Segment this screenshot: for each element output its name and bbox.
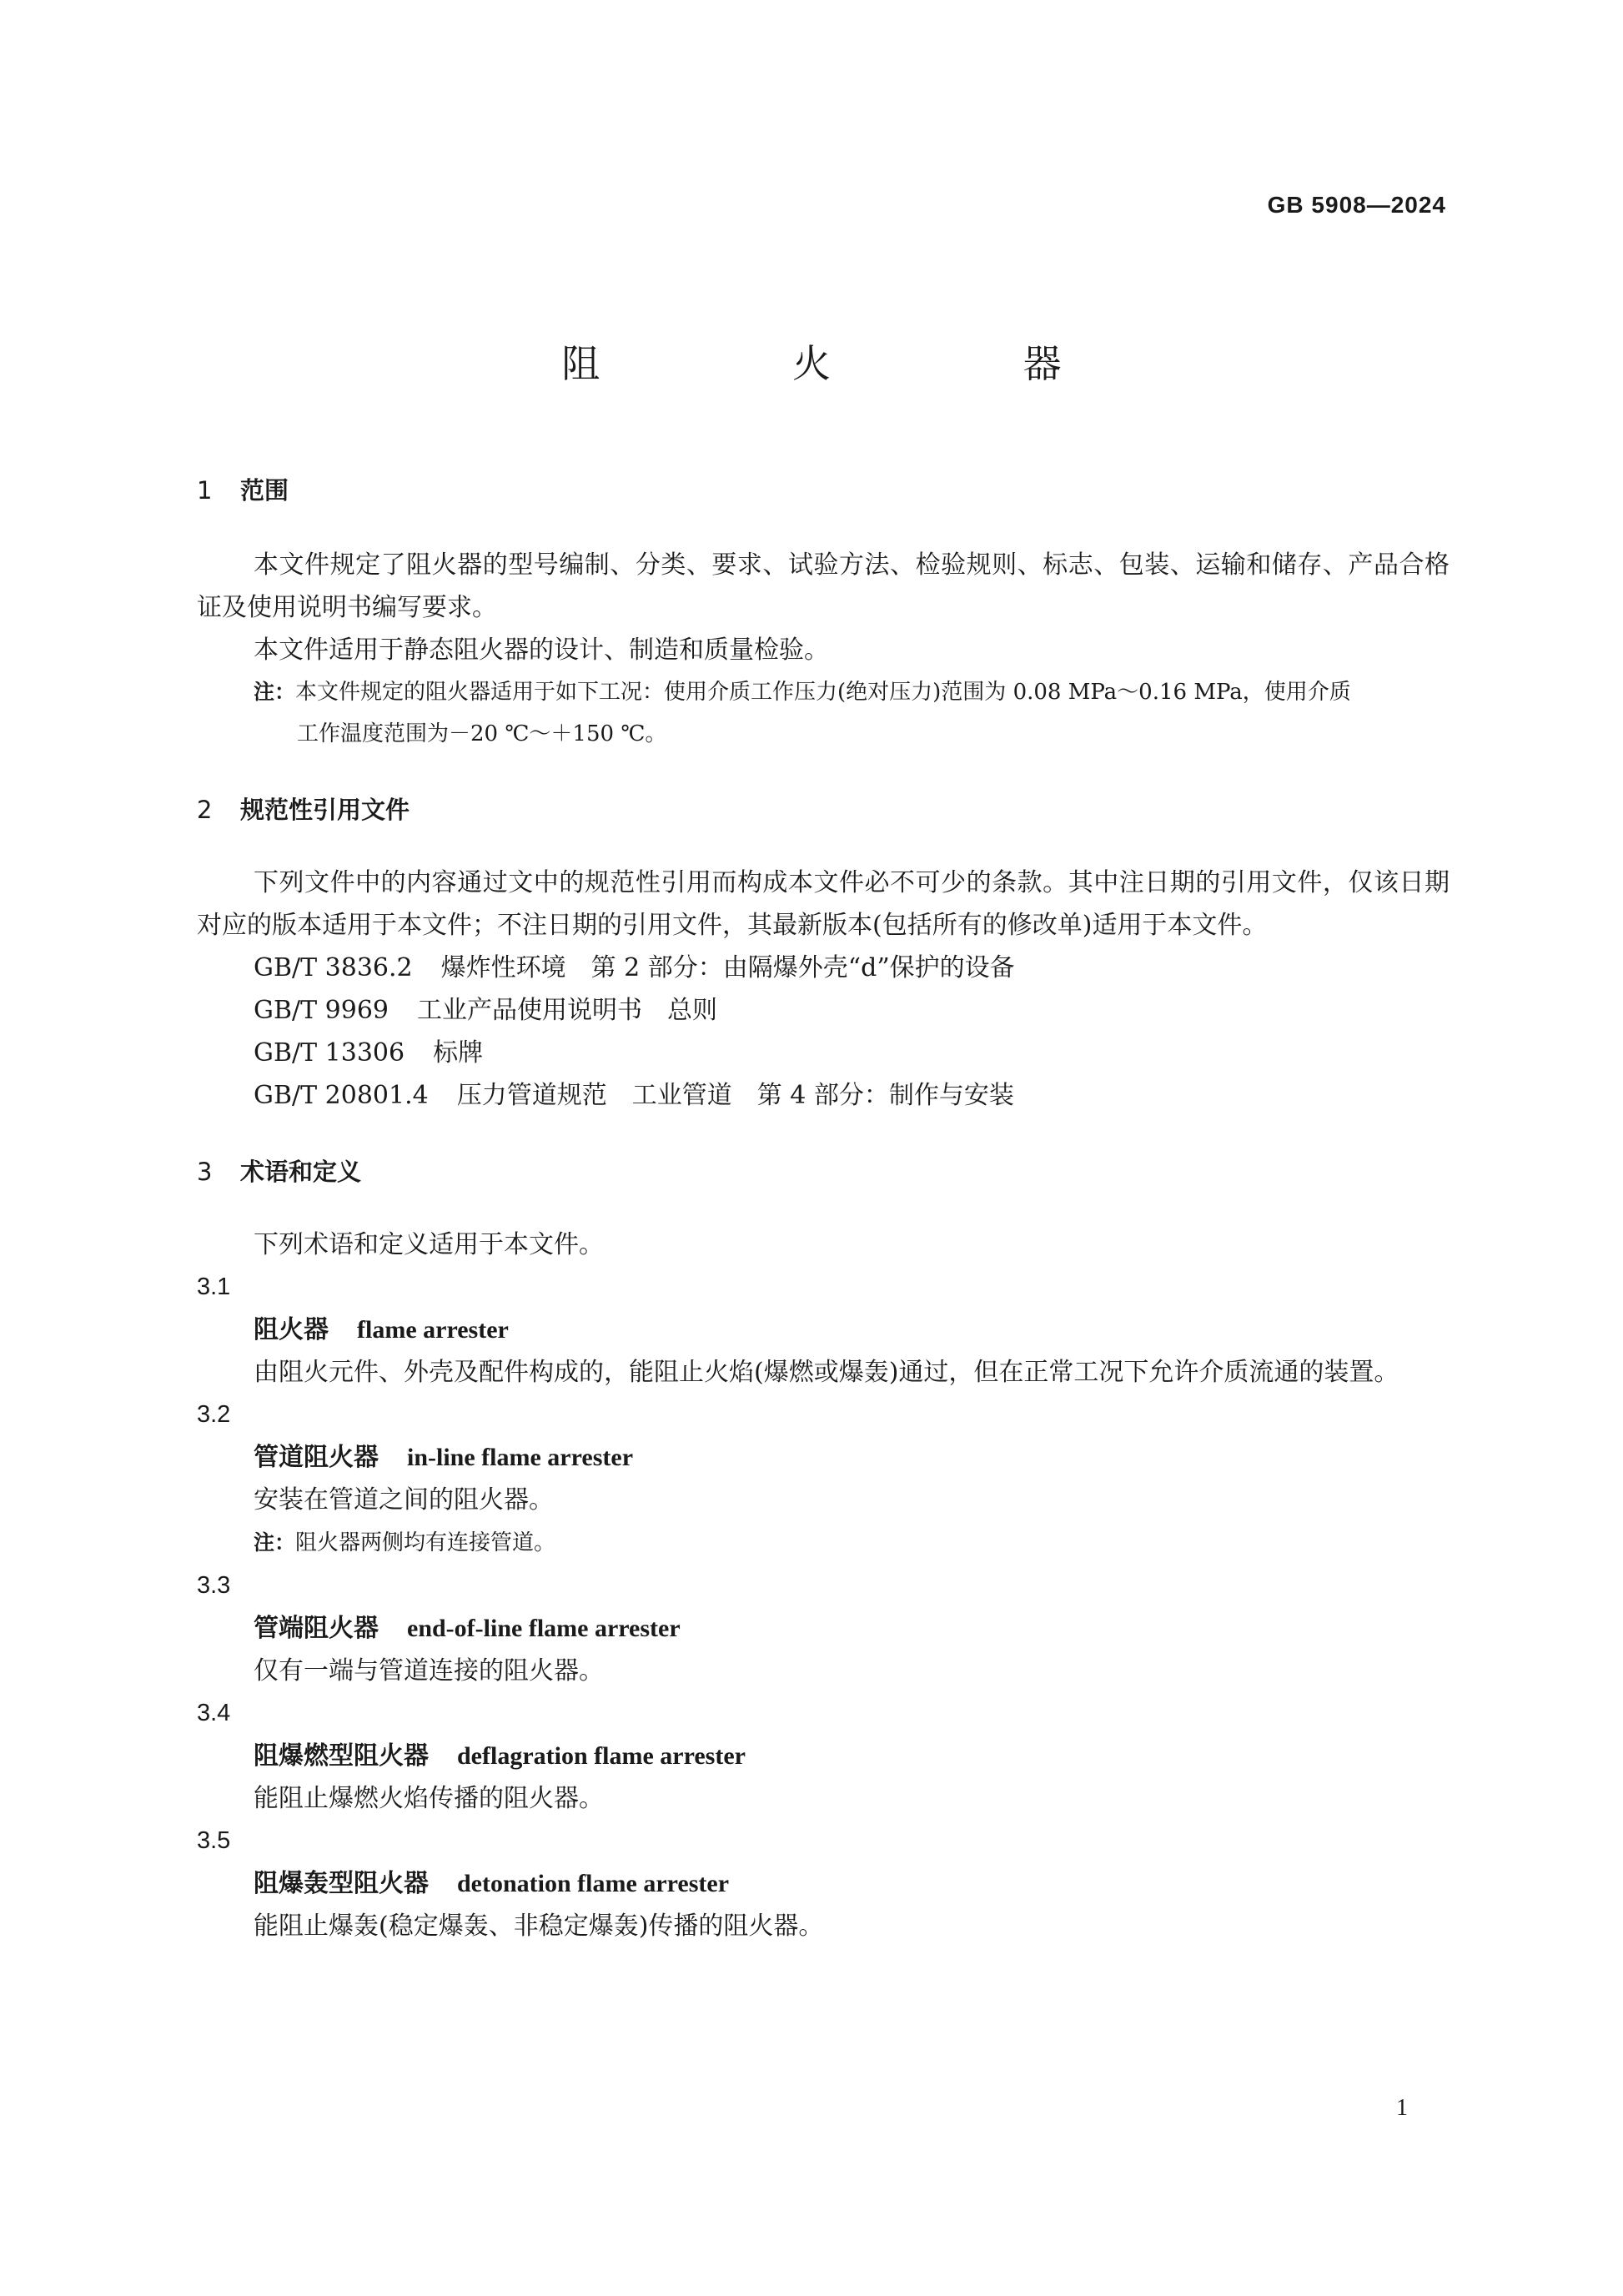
term-definition: 由阻火元件、外壳及配件构成的，能阻止火焰(爆燃或爆轰)通过，但在正常工况下允许介质流通的装置。 <box>254 1358 1399 1387</box>
reference-title: 工业产品使用说明书 总则 <box>417 996 718 1025</box>
scope-paragraph: 本文件规定了阻火器的型号编制、分类、要求、试验方法、检验规则、标志、包装、运输和储存、产品合格证及使用说明书编写要求。 <box>197 550 1450 622</box>
term-chinese: 管端阻火器 <box>254 1614 379 1643</box>
term-number: 3.1 <box>197 1274 231 1300</box>
section-title: 术语和定义 <box>240 1158 362 1186</box>
scope-note <box>197 671 1450 755</box>
note-text-line2: 工作温度范围为－20 ℃～＋150 ℃。 <box>297 721 667 746</box>
reference-code: GB/T 9969 <box>254 996 389 1025</box>
reference-title: 压力管道规范 工业管道 第 4 部分：制作与安装 <box>456 1081 1014 1110</box>
term-number: 3.5 <box>197 1827 231 1854</box>
reference-title: 标牌 <box>433 1038 484 1068</box>
term-number: 3.3 <box>197 1572 231 1599</box>
term-english: end-of-line flame arrester <box>407 1615 681 1642</box>
term-heading <box>197 1735 1450 1777</box>
term-english: in-line flame arrester <box>407 1444 634 1471</box>
term-chinese: 阻爆燃型阻火器 <box>254 1741 429 1771</box>
references-intro-paragraph: 下列文件中的内容通过文中的规范性引用而构成本文件必不可少的条款。其中注日期的引用文件，仅该日期对应的版本适用于本文件；不注日期的引用文件，其最新版本(包括所有的修改单)适用于本文件。 <box>197 868 1450 940</box>
term-definition: 能阻止爆轰(稳定爆轰、非稳定爆轰)传播的阻火器。 <box>254 1912 824 1941</box>
note-text-line1: 本文件规定的阻火器适用于如下工况：使用介质工作压力(绝对压力)范围为 0.08 MPa～0.16 MPa，使用介质 <box>295 680 1351 705</box>
term-heading <box>197 1309 1450 1351</box>
reference-item <box>197 1032 1450 1074</box>
reference-item <box>197 947 1450 989</box>
term-definition: 仅有一端与管道连接的阻火器。 <box>254 1656 604 1686</box>
reference-code: GB/T 3836.2 <box>254 953 413 982</box>
term-english: detonation flame arrester <box>457 1870 730 1897</box>
note-text: 阻火器两侧均有连接管道。 <box>295 1530 556 1555</box>
term-english: flame arrester <box>357 1316 509 1344</box>
term-definition: 能阻止爆燃火焰传播的阻火器。 <box>254 1784 604 1813</box>
reference-code: GB/T 13306 <box>254 1038 405 1068</box>
reference-title: 爆炸性环境 第 2 部分：由隔爆外壳“d”保护的设备 <box>440 953 1015 982</box>
term-english: deflagration flame arrester <box>457 1742 746 1770</box>
section-title: 范围 <box>240 476 289 505</box>
section-title: 规范性引用文件 <box>240 796 410 824</box>
terms-intro: 下列术语和定义适用于本文件。 <box>254 1230 604 1259</box>
reference-item <box>197 989 1450 1032</box>
note-label: 注： <box>254 680 296 704</box>
document-body <box>197 474 1450 1947</box>
section-number: 1 <box>197 476 213 505</box>
term-definition: 安装在管道之间的阻火器。 <box>254 1485 554 1515</box>
term-heading <box>197 1436 1450 1479</box>
section-heading-terms-definitions <box>197 1155 1450 1188</box>
reference-item <box>197 1074 1450 1117</box>
standard-number: GB 5908—2024 <box>1267 192 1446 218</box>
scope-applicability-paragraph: 本文件适用于静态阻火器的设计、制造和质量检验。 <box>254 636 829 665</box>
term-chinese: 管道阻火器 <box>254 1443 379 1472</box>
term-chinese: 阻爆轰型阻火器 <box>254 1869 429 1898</box>
section-number: 3 <box>197 1158 213 1186</box>
term-number: 3.4 <box>197 1700 231 1726</box>
term-number: 3.2 <box>197 1401 231 1428</box>
section-heading-scope <box>197 474 1450 507</box>
section-number: 2 <box>197 796 213 824</box>
reference-code: GB/T 20801.4 <box>254 1081 429 1110</box>
term-note <box>197 1521 1450 1565</box>
note-label: 注： <box>254 1530 296 1555</box>
section-heading-normative-references <box>197 793 1450 826</box>
term-chinese: 阻火器 <box>254 1315 329 1344</box>
term-heading <box>197 1862 1450 1905</box>
document-title: 阻 火 器 <box>561 341 1152 386</box>
page-number: 1 <box>1396 2095 1408 2121</box>
term-heading <box>197 1607 1450 1650</box>
